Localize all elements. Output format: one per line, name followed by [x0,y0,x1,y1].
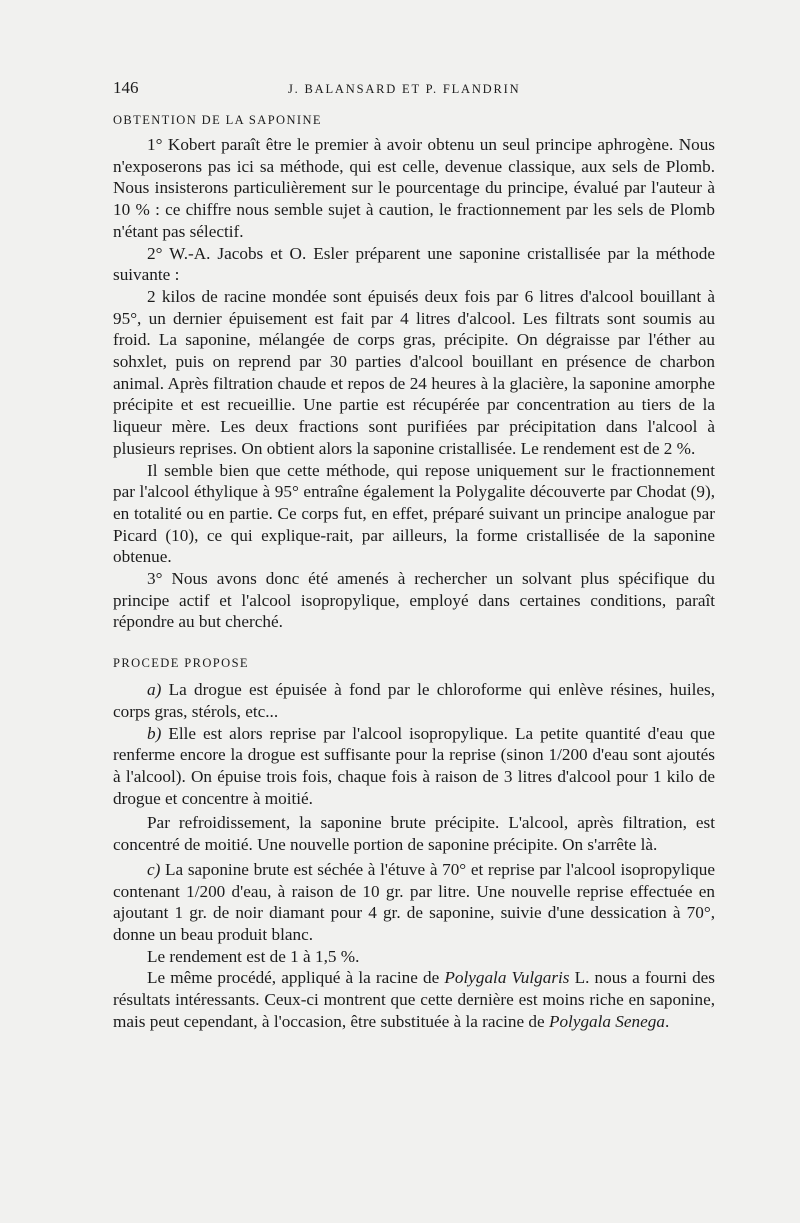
paragraph-step-a [113,679,715,722]
paragraph-step-c [113,859,715,946]
section-heading-obtention: OBTENTION DE LA SAPONINE [113,113,322,127]
step-c-label: c) [147,859,161,879]
paragraph-kobert: 1° Kobert paraît être le premier à avoir obtenu un seul principe aphrogène. Nous n'exposerons pas ici sa méthode, qui est celle, devenue classique, aux sels de Plomb. Nous insisterons particulièrement sur le pourcentage du principe, évalué par l'auteur à 10 % : ce chiffre nous semble sujet à caution, le fractionnement par les sels de Plomb n'étant pas sélectif. [113,135,715,241]
running-title: J. BALANSARD ET P. FLANDRIN [288,82,521,96]
paragraph-isopropyl: 3° Nous avons donc été amenés à rechercher un solvant plus spécifique du principe actif et l'alcool isopropylique, employé dans certaines conditions, paraît répondre au but cherché. [113,569,715,632]
step-b-text: Elle est alors reprise par l'alcool isopropylique. La petite quantité d'eau que renferme encore la drogue est suffisante pour la reprise (sinon 1/200 d'eau sont ajoutés à l'alcool). On épuise trois fois, chaque fois à raison de 3 litres d'alcool pour 1 kilo de drogue et concentre à moitié. [113,723,715,808]
page-number: 146 [113,78,139,97]
step-b-label: b) [147,723,162,743]
paragraph-refroidissement: Par refroidissement, la saponine brute précipite. L'alcool, après filtration, est concentré de moitié. Une nouvelle portion de saponine précipite. On s'arrête là. [113,813,715,855]
species-polygala-senega: Polygala Senega [548,1011,665,1031]
last-paragraph-part-3: . [664,1011,670,1031]
species-polygala-vulgaris: Polygala Vulgaris [444,968,570,988]
section-heading-procede: PROCEDE PROPOSE [113,656,249,671]
paragraph-polygalite: Il semble bien que cette méthode, qui repose uniquement sur le fractionnement par l'alcool éthylique à 95° entraîne également la Polygalite découverte par Chodat (9), en totalité ou en partie. Ce corps fut, en effet, préparé suivant un principe analogue par Picard (10), ce qui explique-rait, par ailleurs, la forme cristallisée de la saponine obtenue. [113,460,715,567]
step-a-text: La drogue est épuisée à fond par le chloroforme qui enlève résines, huiles, corps gras, stérols, etc... [113,680,715,721]
last-paragraph-part-1: Le même procédé, appliqué à la racine de [147,968,445,988]
step-a-label: a) [147,680,162,700]
paragraph-step-b [113,723,715,810]
paragraph-method-steps: 2 kilos de racine mondée sont épuisés deux fois par 6 litres d'alcool bouillant à 95°, un dernier épuisement est fait par 4 litres d'alcool. Les filtrats sont soumis au froid. La saponine, mélangée de corps gras, précipite. On dégraisse par l'éther au sohxlet, puis on reprend par 30 parties d'alcool bouillant en présence de charbon animal. Après filtration chaude et repos de 24 heures à la glacière, la saponine amorphe précipite et est recueillie. Une partie est récupérée par concentration au tiers de la liqueur mère. Les deux fractions sont purifiées par précipitation dans l'alcool à plusieurs reprises. On obtient alors la saponine cristallisée. Le rendement est de 2 %. [113,286,715,458]
running-header [113,78,715,110]
paragraph-rendement: Le rendement est de 1 à 1,5 %. [147,946,360,966]
last-paragraph-part-2: L. nous a fourni des résultats intéressants. Ceux-ci montrent que cette dernière est moins riche en saponine, mais peut cependant, à l'occasion, être substituée à la racine de [113,968,715,1031]
paragraph-polygala-vulgaris [113,967,715,1032]
paragraph-jacobs-esler: 2° W.-A. Jacobs et O. Esler préparent une saponine cristallisée par la méthode suivante : [113,243,715,285]
step-c-text: La saponine brute est séchée à l'étuve à 70° et reprise par l'alcool isopropylique contenant 1/200 d'eau, à raison de 10 gr. par litre. Une nouvelle reprise effectuée en ajoutant 1 gr. de noir diamant pour 4 gr. de saponine, suivie d'une dessication à 70°, donne un beau produit blanc. [113,859,715,944]
